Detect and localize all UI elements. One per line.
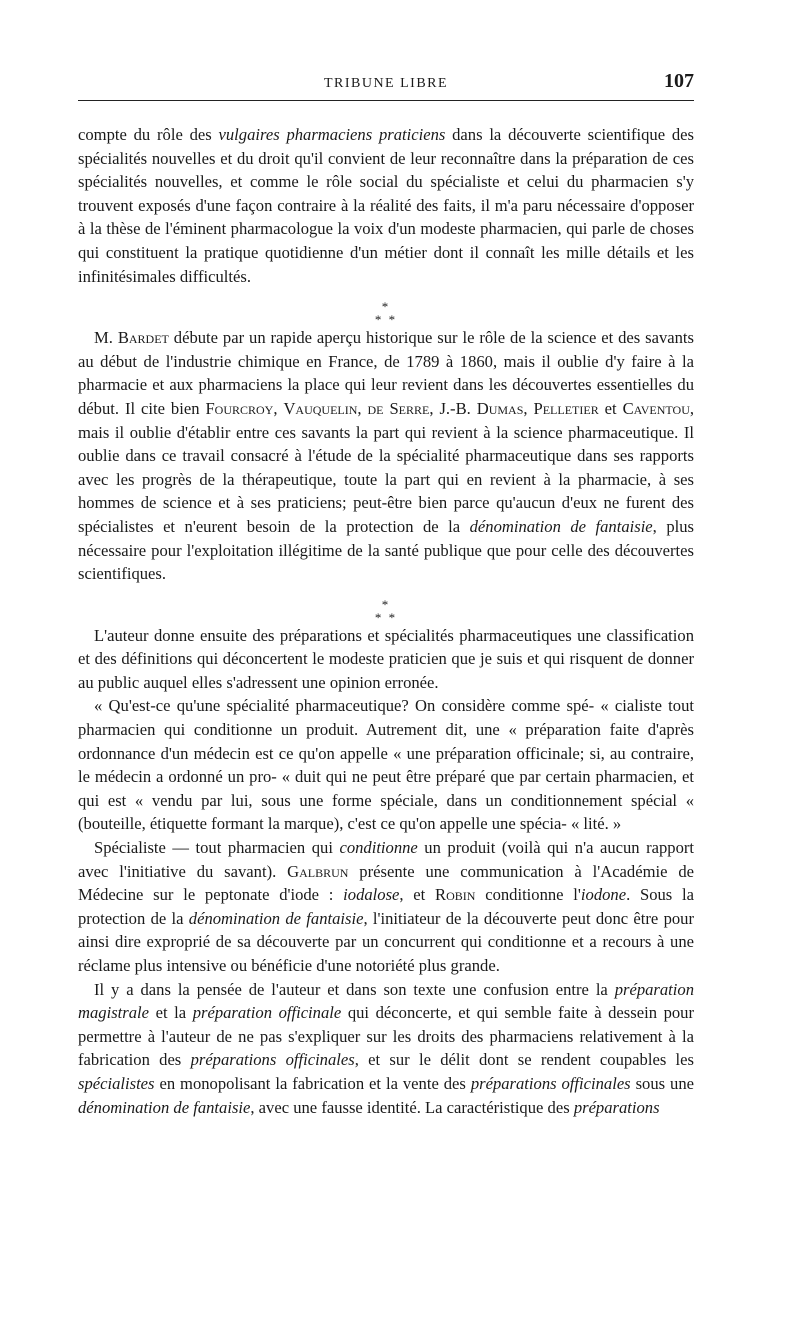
italic-run: iodone bbox=[580, 885, 627, 905]
page-number: 107 bbox=[664, 70, 694, 92]
text-run: L'auteur donne ensuite des préparations et spécialités pharmaceutiques une classification et des définitions qui déconcertent le modeste praticien que je suis et qui risquent de donner au public auquel elles s'adressent une opinion erronée. bbox=[78, 625, 694, 692]
italic-run: spécialistes bbox=[78, 1073, 155, 1093]
author-name: Caventou bbox=[622, 398, 690, 418]
italic-run: préparation officinale bbox=[192, 1003, 342, 1023]
text-run: , et sur le délit dont se rendent coupables les bbox=[354, 1050, 694, 1070]
text-run: , bbox=[523, 398, 534, 418]
asterism-separator bbox=[78, 586, 694, 624]
italic-run: préparations bbox=[573, 1097, 660, 1117]
author-name: J.-B. Dumas bbox=[439, 398, 524, 418]
text-run: et la bbox=[149, 1003, 193, 1023]
text-run: M. bbox=[94, 328, 118, 348]
text-run: , et bbox=[399, 885, 436, 905]
text-run: sous une bbox=[630, 1073, 694, 1093]
italic-run: préparation magistrale bbox=[78, 979, 694, 1023]
text-run: . Sous la protection de la bbox=[78, 885, 694, 928]
document-page bbox=[78, 66, 694, 1119]
italic-run: conditionne bbox=[339, 838, 418, 858]
author-name: Pelletier bbox=[533, 398, 599, 418]
quotation-paragraph bbox=[78, 694, 694, 836]
text-run: présente une communication à l'Académie de Médecine sur le peptonate d'iode : bbox=[78, 861, 694, 905]
text-run: « Qu'est-ce qu'une spécialité pharmaceutique? On considère comme spé- « cialiste tout pharmacien qui conditionne un produit. Autrement dit, une « préparation faite d'après ordonnance d'un médecin est ce qu'on appelle « une préparation officinale; si, au contraire, le médecin a ordonné un pro- « duit qui ne peut être préparé que par certain pharmacien, et qui est « vendu par lui, sous une forme spéciale, dans un conditionnement spécial « (bouteille, étiquette formant la marque), c'est ce qu'on appelle une spécia- « lité. » bbox=[78, 696, 694, 834]
text-run: un produit (voilà qui n'a aucun rapport avec l'initiative du savant). bbox=[78, 838, 694, 881]
text-run: Spécialiste — tout pharmacien qui bbox=[94, 838, 340, 858]
running-header bbox=[78, 66, 694, 101]
paragraph-6 bbox=[78, 978, 694, 1120]
italic-run: préparations officinales bbox=[190, 1050, 355, 1070]
text-run: , mais il oublie d'établir entre ces savants la part qui revient à la science pharmaceutique. Il oublie dans ce travail consacré à l'étude de la spécialité pharmaceutique dans ses rapports avec les progrès de la thérapeutique, toute la part qui en revient à la pharmacie, à ses hommes de science et à ses praticiens; peut-être bien parce qu'aucun d'eux ne furent des spécialistes et n'eurent besoin de la protection de la bbox=[78, 398, 695, 536]
italic-run: dénomination de fantaisie bbox=[188, 908, 364, 928]
asterism-separator bbox=[78, 288, 694, 326]
text-run: , l'initiateur de la découverte peut donc être pour ainsi dire exproprié de sa découverte par un concurrent qui conditionne et a recours à une réclame plus intensive ou bénéficie d'une notoriété plus grande. bbox=[78, 908, 694, 975]
text-run: qui déconcerte, et qui semble faite à dessein pour permettre à l'auteur de ne pas s'expliquer sur les droits des pharmaciens relativement à la fabrication des bbox=[78, 1003, 694, 1070]
paragraph-2 bbox=[78, 326, 694, 586]
text-run: dans la découverte scientifique des spécialités nouvelles et du droit qu'il convient de leur reconnaître dans la préparation de ces spécialités nouvelles, et comme le rôle social du spécialiste et celui du pharmacien s'y trouvent exposés d'une façon contraire à la réalité des faits, il m'a paru nécessaire d'opposer à la thèse de l'éminent pharmacologue la voix d'un modeste pharmacien, qui parle de choses qui constituent la pratique quotidienne d'un métier dont il connaît les mille détails et les infinitésimales difficultés. bbox=[78, 125, 694, 286]
body-text bbox=[78, 123, 694, 1119]
text-run: compte du rôle des bbox=[78, 125, 219, 144]
author-name: de Serre bbox=[367, 398, 430, 418]
paragraph-1 bbox=[78, 123, 694, 288]
paragraph-5 bbox=[78, 836, 694, 978]
asterism-top: * bbox=[381, 596, 391, 612]
text-run: , bbox=[273, 398, 284, 418]
text-run: débute par un rapide aperçu historique sur le rôle de la science et des savants au début de l'industrie chimique en France, de 1789 à 1860, mais il oublie d'y faire à la pharmacie et aux pharmaciens la place qui leur revient dans les découvertes essentielles du début. Il cite bien bbox=[78, 328, 694, 418]
text-run: , plus nécessaire pour l'exploitation illégitime de la santé publique que pour celle des découvertes scientifiques. bbox=[78, 516, 694, 584]
author-name: Galbrun bbox=[287, 861, 349, 881]
italic-run: iodalose bbox=[343, 885, 400, 905]
italic-run: dénomination de fantaisie bbox=[469, 516, 653, 536]
asterism-bottom: * * bbox=[374, 609, 398, 625]
running-title: TRIBUNE LIBRE bbox=[323, 76, 449, 91]
asterism-bottom: * * bbox=[374, 312, 398, 328]
text-run: , avec une fausse identité. La caractéristique des bbox=[250, 1097, 574, 1117]
paragraph-3 bbox=[78, 624, 694, 695]
asterism-top: * bbox=[381, 299, 391, 315]
text-run: en monopolisant la fabrication et la vente des bbox=[154, 1073, 471, 1093]
italic-run: préparations officinales bbox=[470, 1073, 631, 1093]
text-run: et bbox=[598, 398, 623, 418]
italic-run: vulgaires pharmaciens praticiens bbox=[218, 125, 446, 144]
italic-run: dénomination de fantaisie bbox=[78, 1097, 251, 1117]
text-run: conditionne l' bbox=[475, 885, 581, 905]
author-name: Fourcroy bbox=[205, 398, 274, 418]
author-name: Vauquelin bbox=[283, 398, 358, 418]
author-name: Robin bbox=[435, 885, 476, 905]
author-name: Bardet bbox=[117, 328, 169, 348]
text-run: , bbox=[357, 398, 368, 418]
text-run: Il y a dans la pensée de l'auteur et dans son texte une confusion entre la bbox=[94, 979, 615, 999]
text-run: , bbox=[429, 398, 440, 418]
